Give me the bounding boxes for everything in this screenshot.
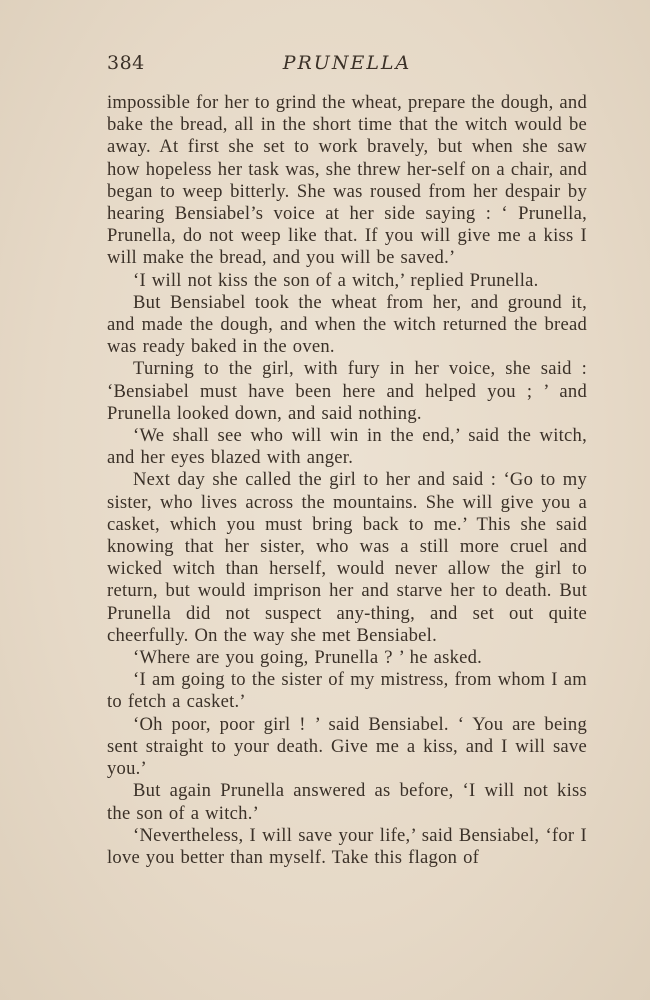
paragraph: ‘Nevertheless, I will save your life,’ said Bensiabel, ‘for I love you better than myself. Take this flagon of (107, 824, 587, 868)
paragraph: Next day she called the girl to her and said : ‘Go to my sister, who lives across the mountains. She will give you a casket, which you must bring back to me.’ This she said knowing that her sister, who was a still more cruel and wicked witch than herself, would never allow the girl to return, but would imprison her and starve her to death. But Prunella did not suspect any-thing, and set out quite cheerfully. On the way she met Bensiabel. (107, 469, 587, 646)
paragraph: ‘We shall see who will win in the end,’ said the witch, and her eyes blazed with anger. (107, 425, 587, 469)
paragraph: ‘I will not kiss the son of a witch,’ replied Prunella. (133, 269, 539, 291)
paragraph: But Bensiabel took the wheat from her, and ground it, and made the dough, and when the witch returned the bread was ready baked in the oven. (107, 291, 587, 358)
body-text (107, 92, 587, 869)
page-number: 384 (107, 52, 145, 74)
paragraph-continued: impossible for her to grind the wheat, prepare the dough, and bake the bread, all in the short time that the witch would be away. At first she set to work bravely, but when she saw how hopeless her task was, she threw her-self on a chair, and began to weep bitterly. She was roused from her despair by hearing Bensiabel’s voice at her side saying : ‘ Prunella, Prunella, do not weep like that. If you will give me a kiss I will make the bread, and you will be saved.’ (107, 92, 587, 269)
paragraph: ‘Oh poor, poor girl ! ’ said Bensiabel. ‘ You are being sent straight to your death. Give me a kiss, and I will save you.’ (107, 713, 587, 780)
page-header (107, 50, 587, 80)
paragraph: But again Prunella answered as before, ‘I will not kiss the son of a witch.’ (107, 780, 587, 824)
running-title: PRUNELLA (282, 52, 412, 74)
paragraph: Turning to the girl, with fury in her voice, she said : ‘Bensiabel must have been here and helped you ; ’ and Prunella looked down, and said nothing. (107, 358, 587, 424)
paragraph: ‘Where are you going, Prunella ? ’ he asked. (133, 647, 483, 669)
paragraph: ‘I am going to the sister of my mistress, from whom I am to fetch a casket.’ (107, 669, 587, 713)
